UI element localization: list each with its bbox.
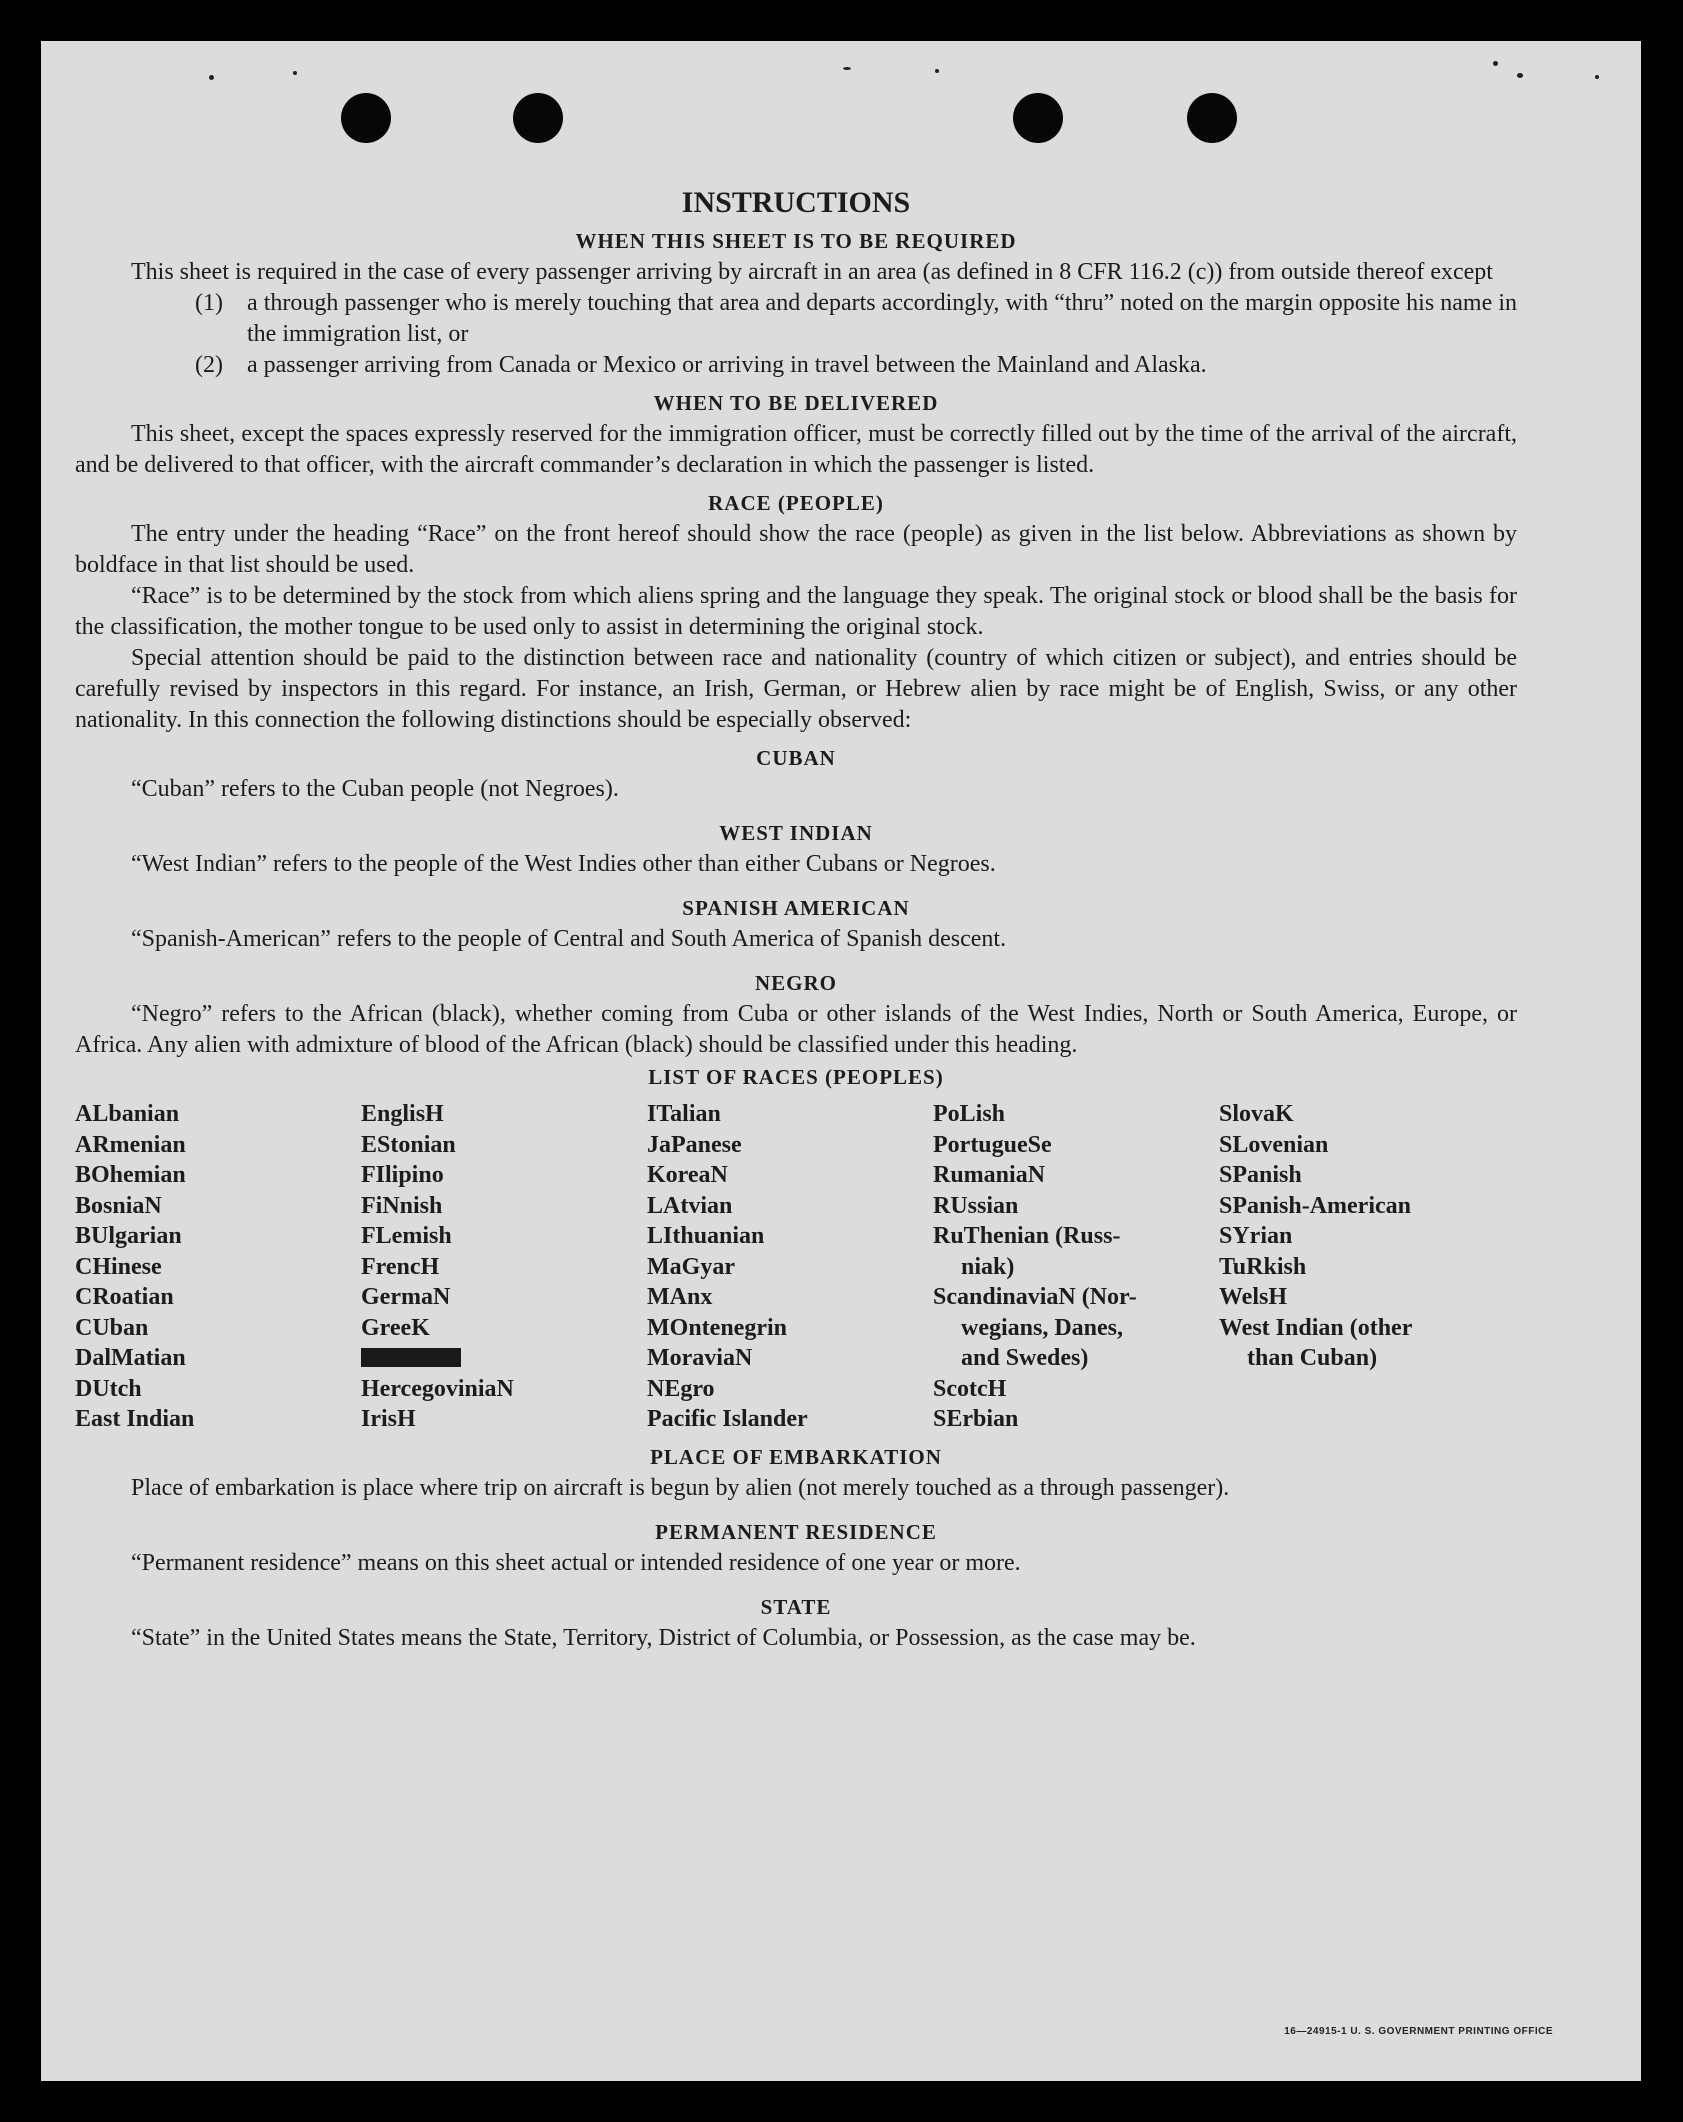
exception-item (75, 288, 1517, 350)
race-entry: JaPanese (647, 1131, 742, 1158)
race-paragraph: “Race” is to be determined by the stock from which aliens spring and the language they speak. The original stock or blood shall be the basis for the classification, the mother tongue to be used only to assist in determining the original stock. (75, 583, 1517, 640)
heading-list-of-races: LIST OF RACES (PEOPLES) (648, 1065, 944, 1089)
race-entry: LIthuanian (647, 1223, 765, 1249)
race-entry: FIlipino (361, 1162, 444, 1188)
place-of-embarkation-text: Place of embarkation is place where trip on aircraft is begun by alien (not merely touched as a through passenger). (131, 1474, 1230, 1501)
race-entry: CUban (75, 1314, 149, 1341)
races-column-2 (361, 1099, 647, 1435)
document-body (75, 181, 1517, 1654)
race-entry: SErbian (933, 1406, 1019, 1432)
item-text: a passenger arriving from Canada or Mexico or arriving in travel between the Mainland and Alaska. (247, 352, 1207, 378)
race-entry: ScandinaviaN (Nor- (933, 1284, 1137, 1310)
race-entry: DalMatian (75, 1345, 186, 1371)
permanent-residence-text: “Permanent residence” means on this sheet actual or intended residence of one year or more. (131, 1549, 1021, 1576)
punch-hole (1013, 93, 1063, 143)
race-paragraph: Special attention should be paid to the distinction between race and nationality (country of which citizen or subject), and entries should be carefully revised by inspectors in this regard. For instance, an Irish, German, or Hebrew alien by race might be of English, Swiss, or any other nationality. In this connection the following distinctions should be especially observed: (75, 645, 1517, 733)
race-entry: IrisH (361, 1406, 416, 1432)
heading-when-required: WHEN THIS SHEET IS TO BE REQUIRED (575, 229, 1017, 253)
spanish-american-text: “Spanish-American” refers to the people of Central and South America of Spanish descent. (131, 926, 1007, 952)
race-entry: BOhemian (75, 1162, 186, 1188)
redacted-entry (361, 1343, 647, 1374)
heading-spanish-american: SPANISH AMERICAN (682, 896, 910, 920)
negro-text: “Negro” refers to the African (black), whether coming from Cuba or other islands of the West Indies, North or South America, Europe, or Africa. Any alien with admixture of blood of the African (black) should be classified under this heading. (75, 1001, 1517, 1058)
race-entry: SPanish (1219, 1162, 1302, 1188)
race-entry: Pacific Islander (647, 1406, 808, 1432)
race-entry: RuThenian (Russ- (933, 1223, 1121, 1249)
race-entry: TuRkish (1219, 1253, 1307, 1280)
race-entry: CHinese (75, 1253, 162, 1280)
race-entry: HercegoviniaN (361, 1375, 514, 1402)
heading-race: RACE (PEOPLE) (708, 491, 884, 515)
race-entry: SYrian (1219, 1223, 1293, 1249)
race-entry-continued: niak) (961, 1253, 1015, 1280)
heading-west-indian: WEST INDIAN (719, 821, 873, 845)
races-column-4 (933, 1099, 1219, 1435)
exception-item (75, 350, 1517, 381)
when-delivered-text: This sheet, except the spaces expressly reserved for the immigration officer, must be correctly filled out by the time of the arrival of the aircraft, and be delivered to that officer, with the aircraft commander’s declaration in which the passenger is listed. (75, 421, 1517, 478)
race-entry-continued: wegians, Danes, (961, 1314, 1124, 1341)
speck (293, 71, 297, 75)
race-entry: BosniaN (75, 1192, 162, 1219)
race-entry: MaGyar (647, 1253, 735, 1280)
race-entry: MoraviaN (647, 1345, 753, 1371)
race-entry: PortugueSe (933, 1131, 1052, 1158)
race-entry: MAnx (647, 1284, 713, 1310)
race-entry: RumaniaN (933, 1162, 1046, 1188)
heading-place-of-embarkation: PLACE OF EMBARKATION (650, 1444, 942, 1469)
speck (209, 75, 214, 80)
race-entry: CRoatian (75, 1284, 174, 1310)
item-text: a through passenger who is merely touching that area and departs accordingly, with “thru” noted on the margin opposite his name in the immigration list, or (247, 290, 1517, 347)
races-column-3 (647, 1099, 933, 1435)
state-text: “State” in the United States means the State, Territory, District of Columbia, or Possession, as the case may be. (131, 1624, 1196, 1651)
race-entry: ARmenian (75, 1131, 186, 1158)
race-entry: EStonian (361, 1131, 456, 1158)
item-number: (2) (195, 352, 223, 378)
when-required-intro: This sheet is required in the case of every passenger arriving by aircraft in an area (as defined in 8 CFR 116.2 (c)) from outside thereof except (131, 259, 1493, 285)
races-column-1 (75, 1099, 361, 1435)
race-entry: SPanish-American (1219, 1192, 1411, 1219)
race-entry: LAtvian (647, 1192, 733, 1219)
race-entry: NEgro (647, 1375, 715, 1402)
punch-hole (513, 93, 563, 143)
document-sheet (41, 41, 1641, 2081)
heading-cuban: CUBAN (756, 746, 836, 770)
race-entry: FrencH (361, 1253, 440, 1280)
race-entry: GermaN (361, 1284, 451, 1310)
heading-permanent-residence: PERMANENT RESIDENCE (655, 1519, 937, 1544)
printer-imprint: 16—24915-1 U. S. GOVERNMENT PRINTING OFFICE (1284, 2026, 1553, 2037)
race-entry: PoLish (933, 1101, 1006, 1127)
race-entry: SLovenian (1219, 1131, 1329, 1158)
speck (1517, 73, 1523, 78)
race-entry: MOntenegrin (647, 1314, 787, 1341)
race-paragraph: The entry under the heading “Race” on the front hereof should show the race (people) as given in the list below. Abbreviations as shown by boldface in that list should be used. (75, 521, 1517, 578)
race-entry: ITalian (647, 1101, 721, 1127)
race-entry: ALbanian (75, 1101, 180, 1127)
race-entry-continued: and Swedes) (961, 1345, 1089, 1371)
race-entry: KoreaN (647, 1162, 728, 1188)
punch-hole (341, 93, 391, 143)
item-number: (1) (195, 290, 223, 316)
redaction-mark (361, 1348, 461, 1367)
page-title: INSTRUCTIONS (681, 186, 911, 219)
heading-negro: NEGRO (754, 971, 837, 995)
race-entry: GreeK (361, 1314, 430, 1341)
race-entry-continued: than Cuban) (1247, 1345, 1378, 1371)
race-entry: ScotcH (933, 1375, 1007, 1402)
race-entry: DUtch (75, 1375, 142, 1402)
race-entry: WelsH (1219, 1284, 1288, 1310)
races-column-5 (1219, 1099, 1505, 1435)
west-indian-text: “West Indian” refers to the people of the West Indies other than either Cubans or Negroes. (131, 851, 996, 877)
speck (843, 67, 851, 70)
races-list (75, 1099, 1517, 1435)
race-entry: SlovaK (1219, 1101, 1294, 1127)
speck (1595, 75, 1599, 79)
cuban-text: “Cuban” refers to the Cuban people (not Negroes). (131, 776, 619, 802)
race-entry: EnglisH (361, 1101, 444, 1127)
heading-state: STATE (760, 1594, 832, 1619)
race-entry: BUlgarian (75, 1223, 182, 1249)
heading-when-delivered: WHEN TO BE DELIVERED (653, 391, 939, 415)
race-entry: East Indian (75, 1406, 195, 1432)
race-entry: FiNnish (361, 1192, 443, 1219)
race-entry: RUssian (933, 1192, 1019, 1219)
race-entry: FLemish (361, 1223, 452, 1249)
punch-hole (1187, 93, 1237, 143)
speck (935, 69, 939, 73)
speck (1493, 61, 1498, 66)
race-entry: West Indian (other (1219, 1314, 1413, 1341)
